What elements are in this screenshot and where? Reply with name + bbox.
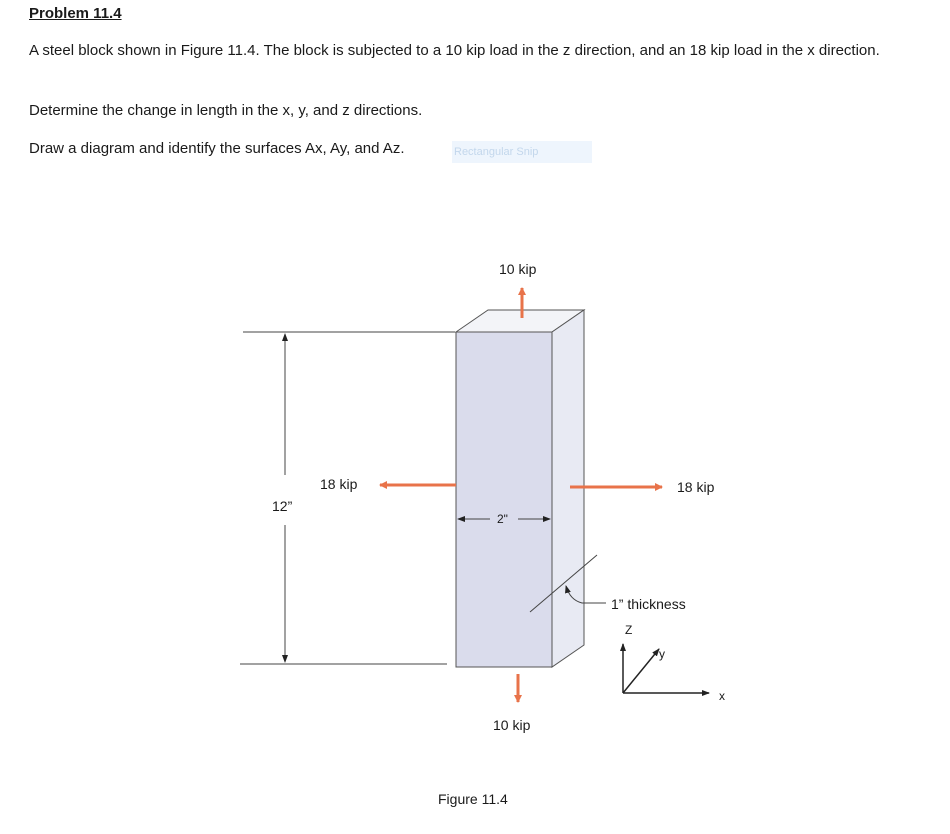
z-axis-label: Z: [625, 623, 633, 637]
task-draw-diagram: Draw a diagram and identify the surfaces Ax, Ay, and Az.: [29, 140, 405, 157]
task-change-in-length: Determine the change in length in the x, y, and z directions.: [29, 102, 423, 119]
figure-caption: Figure 11.4: [438, 791, 508, 807]
bottom-load-label: 10 kip: [493, 717, 531, 733]
rectangular-snip-overlay: Rectangular Snip: [452, 141, 592, 163]
width-dimension-label: 2": [497, 512, 508, 526]
right-load-label: 18 kip: [677, 479, 715, 495]
thickness-label: 1” thickness: [611, 596, 686, 612]
y-axis-arrow: [623, 649, 659, 693]
block-front-face: [456, 332, 552, 667]
height-dimension-label: 12”: [272, 498, 293, 514]
left-load-label: 18 kip: [320, 476, 358, 492]
problem-title: Problem 11.4: [29, 5, 122, 22]
y-axis-label: y: [659, 647, 665, 661]
problem-statement: A steel block shown in Figure 11.4. The block is subjected to a 10 kip load in the z direction, and an 18 kip load in the x direction.: [29, 42, 880, 59]
top-load-label: 10 kip: [499, 261, 537, 277]
x-axis-label: x: [719, 689, 725, 703]
